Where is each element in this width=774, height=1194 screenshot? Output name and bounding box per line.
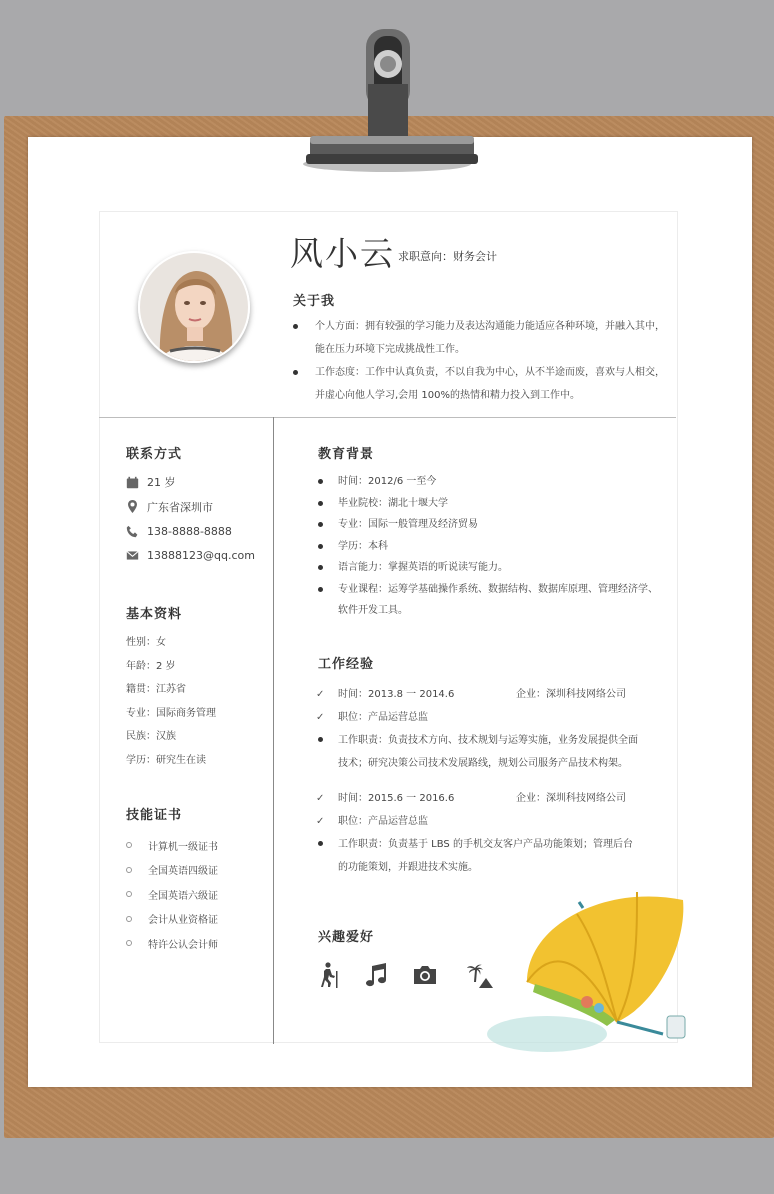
umbrella-illustration <box>487 884 695 1052</box>
job-company: 企业：深圳科技网络公司 <box>516 793 626 804</box>
about-title: 关于我 <box>293 294 336 309</box>
job-duty: 工作职责：负责技术方向、技术规划与运筹实施，业务发展提供全面技术；研究决策公司技术发展路线，规划公司服务产品技术构架。 <box>318 729 638 775</box>
job-time-row: ✓ 时间：2015.6 一 2016.6 企业：深圳科技网络公司 <box>318 787 638 810</box>
camera-icon <box>412 962 438 992</box>
education-item: 毕业院校：湖北十堰大学 <box>318 493 663 515</box>
skill-item: 特许公认会计师 <box>126 931 218 956</box>
basic-item: 民族：汉族 <box>126 731 176 742</box>
education-item: 语言能力：掌握英语的听说读写能力。 <box>318 557 663 579</box>
avatar <box>138 251 250 363</box>
contact-age <box>126 470 255 495</box>
hiking-icon <box>317 962 343 992</box>
circle-bullet-icon <box>126 891 132 897</box>
job-time-row: ✓ 时间：2013.8 一 2014.6 企业：深圳科技网络公司 <box>318 683 638 706</box>
skill-item: 计算机一级证书 <box>126 833 218 858</box>
work-title: 工作经验 <box>318 657 375 672</box>
basic-item: 籍贯：江苏省 <box>126 684 186 695</box>
education-list <box>318 471 663 622</box>
basic-item: 性别：女 <box>126 637 166 648</box>
basic-title: 基本资料 <box>126 607 183 622</box>
skills-title: 技能证书 <box>126 808 183 823</box>
candidate-name: 风小云 <box>290 234 395 273</box>
header-divider <box>99 417 676 418</box>
circle-bullet-icon <box>126 940 132 946</box>
age-text: 21 岁 <box>147 476 176 490</box>
hobbies-title: 兴趣爱好 <box>318 930 375 945</box>
contact-location <box>126 495 255 520</box>
about-section <box>293 315 665 407</box>
binder-clip-icon <box>296 24 478 176</box>
education-item: 专业：国际一般管理及经济贸易 <box>318 514 663 536</box>
work-list <box>318 683 638 879</box>
basic-item: 专业：国际商务管理 <box>126 707 216 719</box>
phone-text[interactable]: 138-8888-8888 <box>147 524 232 538</box>
basic-item: 学历：研究生在读 <box>126 754 206 766</box>
circle-bullet-icon <box>126 916 132 922</box>
email-text[interactable]: 13888123@qq.com <box>147 549 255 563</box>
education-item: 学历：本科 <box>318 536 663 558</box>
basic-item: 年龄：2 岁 <box>126 660 176 672</box>
job-company: 企业：深圳科技网络公司 <box>516 689 626 700</box>
contact-phone <box>126 519 255 544</box>
job-spacer <box>318 775 638 787</box>
about-item: 工作态度：工作中认真负责，不以自我为中心，从不半途而废，喜欢与人相交，并虚心向他人学习,会用 100%的热情和精力投入到工作中。 <box>293 361 665 407</box>
job-duty: 工作职责：负责基于 LBS 的手机交友客户产品功能策划；管理后台的功能策划，并跟进技术实施。 <box>318 833 638 879</box>
contact-email <box>126 544 255 569</box>
circle-bullet-icon <box>126 867 132 873</box>
email-icon <box>126 549 139 562</box>
skill-item: 会计从业资格证 <box>126 907 218 932</box>
location-pin-icon <box>126 500 139 513</box>
contact-list <box>126 470 255 568</box>
contact-title: 联系方式 <box>126 447 183 462</box>
job-intent: 求职意向：财务会计 <box>398 250 497 263</box>
calendar-icon <box>126 476 139 489</box>
skill-item: 全国英语四级证 <box>126 858 218 883</box>
about-item: 个人方面：拥有较强的学习能力及表达沟通能力能适应各种环境，并融入其中，能在压力环境下完成挑战性工作。 <box>293 315 665 361</box>
education-item: 时间：2012/6 一至今 <box>318 471 663 493</box>
phone-icon <box>126 525 139 538</box>
education-item: 专业课程：运筹学基础操作系统、数据结构、数据库原理、管理经济学、软件开发工具。 <box>318 579 663 622</box>
column-divider <box>273 417 274 1044</box>
basic-list <box>126 631 216 772</box>
music-icon <box>364 962 390 992</box>
location-text: 广东省深圳市 <box>147 500 213 514</box>
job-position: ✓ 职位：产品运营总监 <box>318 810 638 833</box>
skill-item: 全国英语六级证 <box>126 882 218 907</box>
skills-list <box>126 833 218 956</box>
job-position: ✓ 职位：产品运营总监 <box>318 706 638 729</box>
circle-bullet-icon <box>126 842 132 848</box>
education-title: 教育背景 <box>318 447 375 462</box>
